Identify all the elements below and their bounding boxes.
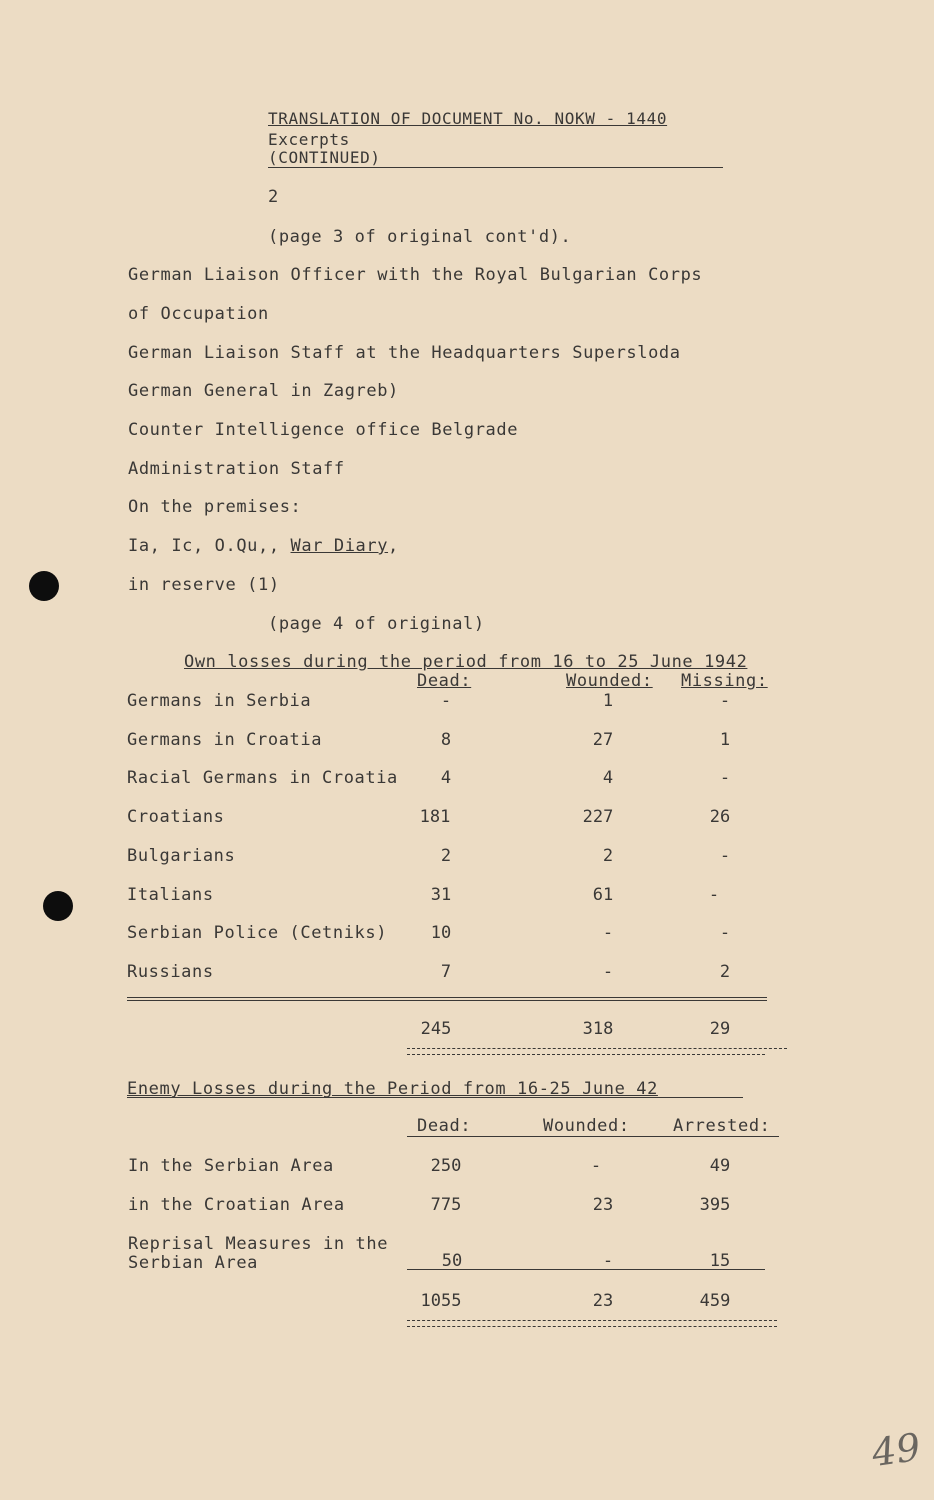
enemy-total-rule-1 <box>407 1320 777 1321</box>
own-col-dead: Dead: <box>417 671 472 691</box>
table-cell-missing: 2 <box>719 962 731 982</box>
table-cell-arrested: 395 <box>699 1195 731 1215</box>
table-cell-dead: 7 <box>440 962 452 982</box>
table-cell-wounded: 227 <box>582 807 614 827</box>
table-row-label-cont: Serbian Area <box>128 1253 259 1273</box>
document-subtitle: Excerpts <box>268 130 350 149</box>
table-cell-wounded: - <box>590 1156 602 1176</box>
own-total-dead: 245 <box>420 1019 452 1039</box>
page-number: 2 <box>268 187 279 207</box>
own-total-wounded: 318 <box>582 1019 614 1039</box>
own-col-wounded: Wounded: <box>566 671 653 691</box>
document-continued: (CONTINUED) <box>268 148 381 167</box>
table-cell-dead: 250 <box>430 1156 462 1176</box>
table-cell-dead: 2 <box>440 846 452 866</box>
own-total-rule-2 <box>407 1054 765 1055</box>
table-cell-dead: 8 <box>440 730 452 750</box>
table-cell-wounded: 23 <box>592 1195 614 1215</box>
enemy-total-dead: 1055 <box>420 1291 462 1311</box>
punch-hole-top <box>29 571 59 601</box>
own-col-missing: Missing: <box>681 671 768 691</box>
intro-line-1: German Liaison Officer with the Royal Bulgarian Corps <box>128 265 703 285</box>
table-cell-wounded: 27 <box>592 730 614 750</box>
enemy-title-rule <box>127 1097 743 1098</box>
table-cell-wounded: 2 <box>602 846 614 866</box>
page-ref-4: (page 4 of original) <box>268 614 485 634</box>
table-cell-missing: - <box>719 691 731 711</box>
table-row-label: Italians <box>127 885 214 905</box>
enemy-total-wounded: 23 <box>592 1291 614 1311</box>
table-cell-missing: 1 <box>719 730 731 750</box>
table-cell-missing: - <box>708 885 720 905</box>
intro-line-6: Administration Staff <box>128 459 345 479</box>
table-cell-wounded: - <box>602 962 614 982</box>
intro-line-2: of Occupation <box>128 304 269 324</box>
table-row-label: Germans in Croatia <box>127 730 323 750</box>
table-cell-arrested: 49 <box>709 1156 731 1176</box>
intro-line-3: German Liaison Staff at the Headquarters Supersloda <box>128 343 681 363</box>
war-diary: War Diary <box>290 536 389 556</box>
table-cell-dead: 31 <box>430 885 452 905</box>
intro-line-4: German General in Zagreb) <box>128 381 399 401</box>
table-cell-wounded: - <box>602 923 614 943</box>
table-cell-wounded: 1 <box>602 691 614 711</box>
punch-hole-bottom <box>43 891 73 921</box>
enemy-total-rule-2 <box>407 1326 777 1327</box>
intro-line-5: Counter Intelligence office Belgrade <box>128 420 519 440</box>
table-row-label: Germans in Serbia <box>127 691 312 711</box>
table-row-label: Racial Germans in Croatia <box>127 768 398 788</box>
table-cell-dead: 181 <box>419 807 451 827</box>
header-rule <box>268 167 723 168</box>
table-cell-missing: - <box>719 923 731 943</box>
own-total-rule-1 <box>407 1048 787 1049</box>
intro-line-7: On the premises: <box>128 497 302 517</box>
table-row-label: Serbian Police (Cetniks) <box>127 923 388 943</box>
table-row-label: In the Serbian Area <box>128 1156 334 1176</box>
table-cell-missing: - <box>719 846 731 866</box>
enemy-total-arrested: 459 <box>699 1291 731 1311</box>
intro-line-ia <box>128 536 399 556</box>
table-row-label: in the Croatian Area <box>128 1195 345 1215</box>
table-cell-dead: 10 <box>430 923 452 943</box>
page-ref-3: (page 3 of original cont'd). <box>268 227 572 247</box>
ia-suffix: , <box>388 536 399 556</box>
own-losses-rule-1 <box>127 997 767 998</box>
enemy-col-wounded: Wounded: <box>543 1116 630 1136</box>
intro-reserve: in reserve (1) <box>128 575 280 595</box>
enemy-sum-rule <box>407 1269 765 1270</box>
own-total-missing: 29 <box>709 1019 731 1039</box>
document-title: TRANSLATION OF DOCUMENT No. NOKW - 1440 <box>268 109 668 128</box>
table-cell-dead: 775 <box>430 1195 462 1215</box>
table-cell-arrested: 15 <box>709 1251 731 1271</box>
enemy-losses-title: Enemy Losses during the Period from 16-25 June 42 <box>127 1079 658 1099</box>
own-losses-title: Own losses during the period from 16 to 25 June 1942 <box>184 652 748 672</box>
table-row-label: Russians <box>127 962 214 982</box>
enemy-col-arrested: Arrested: <box>673 1116 771 1136</box>
table-row-label: Bulgarians <box>127 846 236 866</box>
own-losses-rule-2 <box>127 1000 767 1001</box>
table-cell-dead: 50 <box>441 1251 463 1271</box>
handwritten-page-number: 49 <box>869 1424 924 1476</box>
table-row-label: Reprisal Measures in the <box>128 1234 389 1254</box>
table-cell-wounded: 61 <box>592 885 614 905</box>
table-row-label: Croatians <box>127 807 225 827</box>
enemy-col-dead: Dead: <box>417 1116 472 1136</box>
table-cell-dead: - <box>440 691 452 711</box>
enemy-header-rule <box>407 1136 779 1137</box>
table-cell-wounded: - <box>602 1251 614 1271</box>
table-cell-missing: 26 <box>709 807 731 827</box>
table-cell-wounded: 4 <box>602 768 614 788</box>
table-cell-dead: 4 <box>440 768 452 788</box>
table-cell-missing: - <box>719 768 731 788</box>
ia-prefix: Ia, Ic, O.Qu,, <box>128 536 291 556</box>
